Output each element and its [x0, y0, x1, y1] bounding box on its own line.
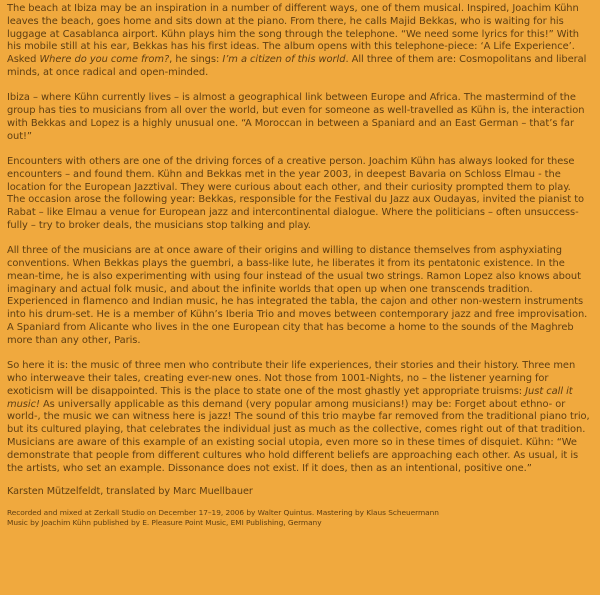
text-run: As universally applicable as this demand (very popular among musicians!) may be: Forget about ethno- or world-, the music we can witness here is jazz! The sound of this trio maybe far removed from the traditional piano trio, but its cultured playing, that celebrates the individual just as much as the collective, comes right out of that tradition. Musicians are aware of this example of an existing social utopia, even more so in these times of disquiet. Kühn: “We demonstrate that people from different cultures who hold different beliefs are approaching each other. As usual, it is the artists, who set an example. Dissonance does not exist. If it does, then as an intentional, positive one.”: [7, 398, 590, 474]
text-run: , he sings:: [169, 54, 223, 66]
liner-notes-body: [7, 3, 590, 475]
paragraph-ibiza-link: [7, 92, 590, 143]
italic-run: Just call it music!: [7, 385, 573, 410]
paragraph-musicians: [7, 245, 590, 347]
publishing-credit: Music by Joachim Kühn published by E. Pleasure Point Music, EMI Publishing, Germany: [7, 518, 322, 528]
paragraph-so-here-it-is: [7, 360, 590, 475]
italic-run: I’m a citizen of this world: [222, 54, 346, 66]
text-run: All three of the musicians are at once aware of their origins and willing to distance themselves from asphyxiating conventions. When Bekkas plays the guembri, a bass-like lute, he liberates it from its pentatonic existence. In the mean-time, he is also experimenting with using four instead of the usual two strings. Ramon Lopez also knows about imaginary and actual folk music, and about the infinite worlds that open up when one transcends tradition. Experienced in flamenco and Indian music, he has integrated the tabla, the cajon and other non-western instruments into his drum-set. He is a member of Kühn’s Iberia Trio and moves between contemporary jazz and free improvisation. A Spaniard from Alicante who lives in the one European city that has become a home to the sounds of the Maghreb more than any other, Paris.: [7, 245, 588, 346]
italic-run: Where do you come from?: [39, 54, 170, 66]
author-credit: Karsten Mützelfeldt, translated by Marc Muellbauer: [7, 485, 253, 497]
recording-credit: Recorded and mixed at Zerkall Studio on December 17–19, 2006 by Walter Quintus. Mastering by Klaus Scheuermann: [7, 507, 439, 517]
text-run: . All three of them are: Cosmopolitans and liberal minds, at once radical and open-minded.: [7, 54, 587, 78]
credits-block: [7, 486, 590, 529]
text-run: Ibiza – where Kühn currently lives – is almost a geographical link between Europe and Africa. The mastermind of the group has ties to musicians from all over the world, but even for someone as well-travelled as Kühn is, the interaction with Bekkas and Lopez is a highly unusual one. “A Moroccan in between a Spaniard and an East German – that’s far out!”: [7, 92, 585, 142]
paragraph-ibiza-beach: [7, 3, 590, 80]
text-run: So here it is: the music of three men who contribute their life experiences, their stories and their history. Three men who interweave their tales, creating ever-new ones. Not those from 1001-Nights, no – the listener yearning for exoticism will be disappointed. This is the place to state one of the most ghastly yet appropriate truisms:: [7, 360, 576, 397]
text-run: Encounters with others are one of the driving forces of a creative person. Joachim Kühn has always looked for these encounters – and found them. Kühn and Bekkas met in the year 2003, in deepest Bavaria on Schloss Elmau - the location for the European Jazztival. They were curious about each other, and their curiosity prompted them to play. The occasion arose the following year: Bekkas, responsible for the Festival du Jazz aux Oudayas, invited the pianist to Rabat – like Elmau a venue for European jazz and intercontinental dialogue. Where the politicians – often unsuccess-fully – try to broker deals, the musicians stop talking and play.: [7, 155, 585, 231]
text-run: The beach at Ibiza may be an inspiration in a number of different ways, one of them musical. Inspired, Joachim Kühn leaves the beach, goes home and sits down at the piano. From there, he calls Majid Bekkas, who is waiting for his luggage at Casablanca airport. Kühn plays him the song through the telephone. “We need some lyrics for this!” With his mobile still at his ear, Bekkas has his first ideas. The album opens with this telephone-piece: ‘A Life Experience’. Asked: [7, 3, 580, 66]
paragraph-encounters: [7, 156, 590, 233]
